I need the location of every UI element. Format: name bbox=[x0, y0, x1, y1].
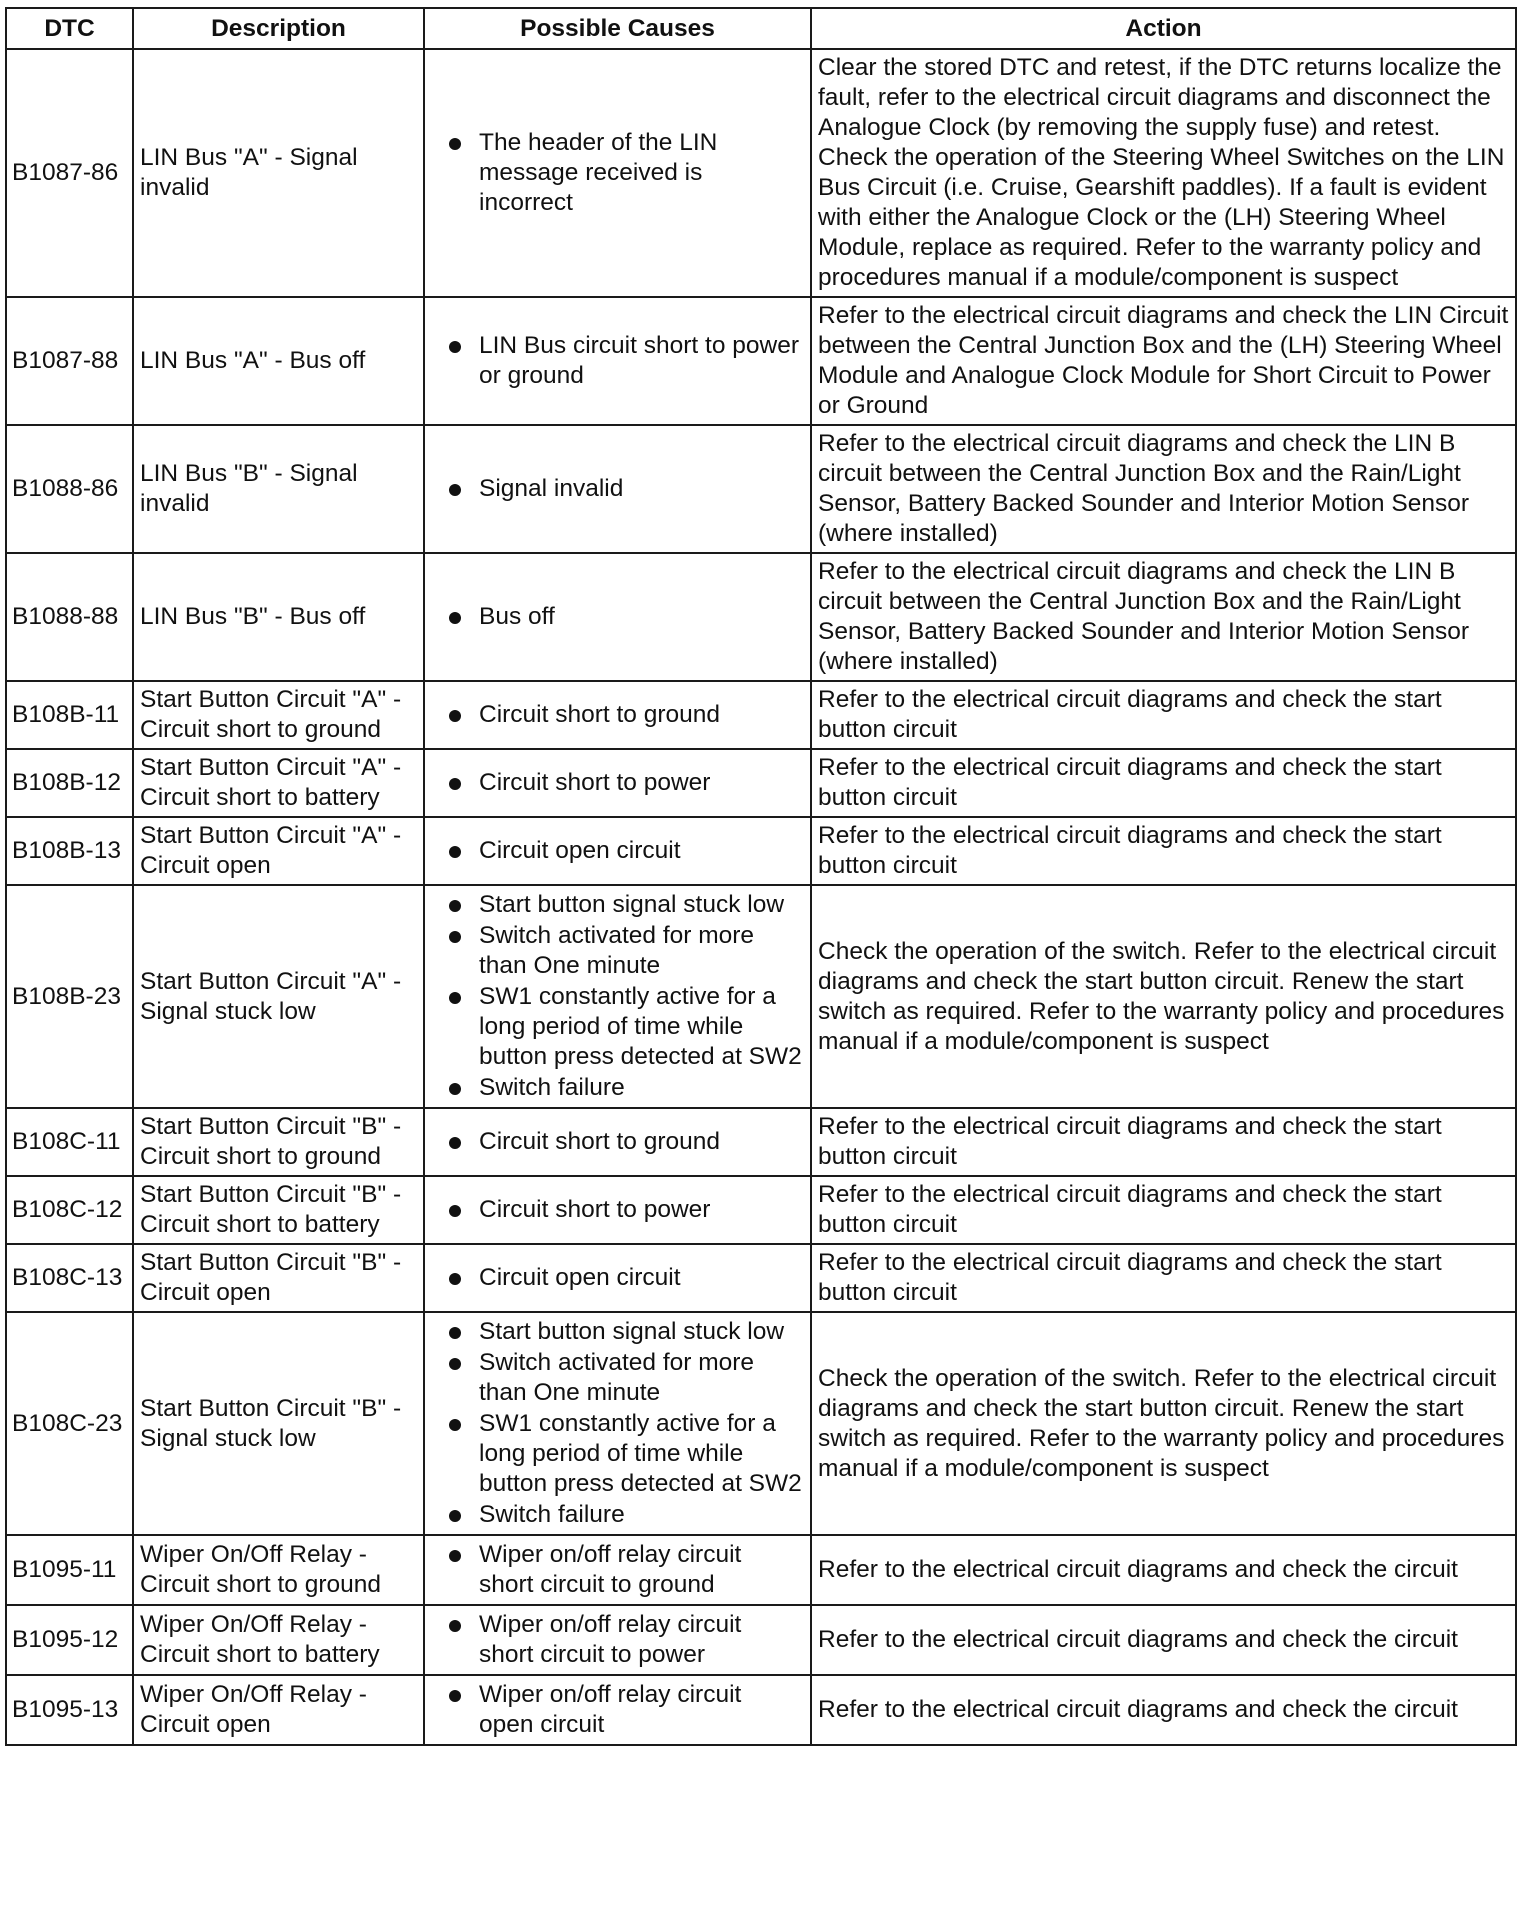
cause-item bbox=[447, 1317, 802, 1347]
bullet-icon bbox=[449, 900, 461, 912]
action-text: Refer to the electrical circuit diagrams and check the LIN B circuit between the Central Junction Box and the Rain/Light Sensor, Battery Backed Sounder and Interior Motion Sensor (where installed) bbox=[811, 425, 1516, 553]
bullet-icon bbox=[449, 1690, 461, 1702]
dtc-code: B108C-23 bbox=[6, 1312, 133, 1535]
possible-causes-cell bbox=[424, 885, 811, 1108]
cause-item bbox=[447, 1195, 802, 1225]
cause-list bbox=[447, 836, 802, 866]
dtc-description: LIN Bus "A" - Bus off bbox=[133, 297, 424, 425]
dtc-description: Start Button Circuit "A" - Signal stuck low bbox=[133, 885, 424, 1108]
bullet-icon bbox=[449, 1510, 461, 1522]
action-text: Refer to the electrical circuit diagrams and check the start button circuit bbox=[811, 681, 1516, 749]
bullet-icon bbox=[449, 138, 461, 150]
cause-text: Start button signal stuck low bbox=[479, 1318, 785, 1345]
cause-text: Wiper on/off relay circuit open circuit bbox=[479, 1681, 742, 1738]
table-row bbox=[6, 1244, 1516, 1312]
cause-item bbox=[447, 1500, 802, 1530]
table-row bbox=[6, 681, 1516, 749]
bullet-icon bbox=[449, 1205, 461, 1217]
cause-list bbox=[447, 602, 802, 632]
dtc-description: LIN Bus "B" - Bus off bbox=[133, 553, 424, 681]
dtc-description: Start Button Circuit "B" - Circuit short to ground bbox=[133, 1108, 424, 1176]
bullet-icon bbox=[449, 992, 461, 1004]
dtc-code: B1095-11 bbox=[6, 1535, 133, 1605]
action-text: Refer to the electrical circuit diagrams and check the start button circuit bbox=[811, 1244, 1516, 1312]
bullet-icon bbox=[449, 341, 461, 353]
cause-item bbox=[447, 700, 802, 730]
dtc-code: B108B-11 bbox=[6, 681, 133, 749]
bullet-icon bbox=[449, 1419, 461, 1431]
table-row bbox=[6, 885, 1516, 1108]
possible-causes-cell bbox=[424, 1675, 811, 1745]
action-text: Refer to the electrical circuit diagrams and check the circuit bbox=[811, 1535, 1516, 1605]
dtc-description: LIN Bus "A" - Signal invalid bbox=[133, 49, 424, 297]
bullet-icon bbox=[449, 1327, 461, 1339]
cause-text: Switch failure bbox=[479, 1074, 625, 1101]
table-row bbox=[6, 553, 1516, 681]
action-text: Refer to the electrical circuit diagrams and check the circuit bbox=[811, 1605, 1516, 1675]
cause-text: Start button signal stuck low bbox=[479, 891, 785, 918]
cause-item bbox=[447, 1348, 802, 1408]
cause-text: Switch failure bbox=[479, 1501, 625, 1528]
cause-list bbox=[447, 474, 802, 504]
cause-item bbox=[447, 128, 802, 218]
dtc-code: B1088-86 bbox=[6, 425, 133, 553]
cause-text: Switch activated for more than One minute bbox=[479, 1349, 755, 1406]
dtc-description: Start Button Circuit "B" - Signal stuck low bbox=[133, 1312, 424, 1535]
dtc-description: Wiper On/Off Relay - Circuit open bbox=[133, 1675, 424, 1745]
cause-item bbox=[447, 768, 802, 798]
table-row bbox=[6, 817, 1516, 885]
dtc-table-container bbox=[5, 7, 1515, 1746]
dtc-code: B108B-13 bbox=[6, 817, 133, 885]
dtc-code: B1095-13 bbox=[6, 1675, 133, 1745]
cause-list bbox=[447, 1263, 802, 1293]
action-text: Refer to the electrical circuit diagrams and check the LIN B circuit between the Central Junction Box and the Rain/Light Sensor, Battery Backed Sounder and Interior Motion Sensor (where installed) bbox=[811, 553, 1516, 681]
dtc-code: B108C-13 bbox=[6, 1244, 133, 1312]
cause-text: Circuit short to power bbox=[479, 1196, 711, 1223]
possible-causes-cell bbox=[424, 681, 811, 749]
bullet-icon bbox=[449, 846, 461, 858]
possible-causes-cell bbox=[424, 553, 811, 681]
table-row bbox=[6, 1312, 1516, 1535]
cause-list bbox=[447, 890, 802, 1103]
dtc-description: Start Button Circuit "A" - Circuit short to battery bbox=[133, 749, 424, 817]
dtc-table bbox=[5, 7, 1517, 1746]
action-text: Refer to the electrical circuit diagrams and check the start button circuit bbox=[811, 817, 1516, 885]
cause-item bbox=[447, 1680, 802, 1740]
possible-causes-cell bbox=[424, 425, 811, 553]
action-text: Clear the stored DTC and retest, if the DTC returns localize the fault, refer to the electrical circuit diagrams and disconnect the Analogue Clock (by removing the supply fuse) and retest. Check the operation of the Steering Wheel Switches on the LIN Bus Circuit (i.e. Cruise, Gearshift paddles). If a fault is evident with either the Analogue Clock or the (LH) Steering Wheel Module, replace as required. Refer to the warranty policy and procedures manual if a module/component is suspect bbox=[811, 49, 1516, 297]
possible-causes-cell bbox=[424, 1312, 811, 1535]
cause-item bbox=[447, 602, 802, 632]
dtc-code: B108B-12 bbox=[6, 749, 133, 817]
possible-causes-cell bbox=[424, 1244, 811, 1312]
cause-list bbox=[447, 1317, 802, 1530]
dtc-code: B108C-11 bbox=[6, 1108, 133, 1176]
cause-list bbox=[447, 1540, 802, 1600]
bullet-icon bbox=[449, 1083, 461, 1095]
cause-text: Wiper on/off relay circuit short circuit to power bbox=[479, 1611, 742, 1668]
dtc-code: B1087-86 bbox=[6, 49, 133, 297]
cause-text: Circuit open circuit bbox=[479, 1264, 681, 1291]
cause-item bbox=[447, 474, 802, 504]
dtc-description: Wiper On/Off Relay - Circuit short to battery bbox=[133, 1605, 424, 1675]
action-text: Refer to the electrical circuit diagrams and check the start button circuit bbox=[811, 1176, 1516, 1244]
dtc-code: B1095-12 bbox=[6, 1605, 133, 1675]
dtc-description: Start Button Circuit "B" - Circuit short to battery bbox=[133, 1176, 424, 1244]
possible-causes-cell bbox=[424, 1535, 811, 1605]
table-row bbox=[6, 1605, 1516, 1675]
header-row bbox=[6, 8, 1516, 49]
cause-item bbox=[447, 1610, 802, 1670]
possible-causes-cell bbox=[424, 1108, 811, 1176]
cause-item bbox=[447, 836, 802, 866]
possible-causes-cell bbox=[424, 749, 811, 817]
dtc-description: Start Button Circuit "A" - Circuit short to ground bbox=[133, 681, 424, 749]
bullet-icon bbox=[449, 1273, 461, 1285]
cause-text: Circuit short to power bbox=[479, 769, 711, 796]
bullet-icon bbox=[449, 931, 461, 943]
table-row bbox=[6, 49, 1516, 297]
header-action: Action bbox=[811, 8, 1516, 49]
table-row bbox=[6, 297, 1516, 425]
cause-text: The header of the LIN message received is incorrect bbox=[479, 129, 718, 216]
table-body bbox=[6, 49, 1516, 1745]
table-row bbox=[6, 1535, 1516, 1605]
cause-list bbox=[447, 1680, 802, 1740]
dtc-code: B108C-12 bbox=[6, 1176, 133, 1244]
dtc-code: B1088-88 bbox=[6, 553, 133, 681]
cause-text: Switch activated for more than One minute bbox=[479, 922, 755, 979]
cause-text: Wiper on/off relay circuit short circuit to ground bbox=[479, 1541, 742, 1598]
table-row bbox=[6, 749, 1516, 817]
action-text: Refer to the electrical circuit diagrams and check the start button circuit bbox=[811, 749, 1516, 817]
action-text: Check the operation of the switch. Refer to the electrical circuit diagrams and check the start button circuit. Renew the start switch as required. Refer to the warranty policy and procedures manual if a module/component is suspect bbox=[811, 885, 1516, 1108]
bullet-icon bbox=[449, 1137, 461, 1149]
cause-text: SW1 constantly active for a long period of time while button press detected at SW2 bbox=[479, 983, 802, 1070]
bullet-icon bbox=[449, 778, 461, 790]
cause-text: LIN Bus circuit short to power or ground bbox=[479, 332, 799, 389]
cause-item bbox=[447, 1073, 802, 1103]
cause-text: Bus off bbox=[479, 603, 555, 630]
possible-causes-cell bbox=[424, 49, 811, 297]
bullet-icon bbox=[449, 1550, 461, 1562]
bullet-icon bbox=[449, 1620, 461, 1632]
action-text: Check the operation of the switch. Refer to the electrical circuit diagrams and check the start button circuit. Renew the start switch as required. Refer to the warranty policy and procedures manual if a module/component is suspect bbox=[811, 1312, 1516, 1535]
bullet-icon bbox=[449, 612, 461, 624]
cause-list bbox=[447, 700, 802, 730]
cause-list bbox=[447, 1610, 802, 1670]
possible-causes-cell bbox=[424, 1605, 811, 1675]
possible-causes-cell bbox=[424, 297, 811, 425]
cause-list bbox=[447, 331, 802, 391]
action-text: Refer to the electrical circuit diagrams and check the start button circuit bbox=[811, 1108, 1516, 1176]
cause-item bbox=[447, 1540, 802, 1600]
table-row bbox=[6, 1675, 1516, 1745]
cause-text: Circuit short to ground bbox=[479, 1128, 721, 1155]
dtc-description: Start Button Circuit "A" - Circuit open bbox=[133, 817, 424, 885]
dtc-code: B108B-23 bbox=[6, 885, 133, 1108]
cause-text: Circuit open circuit bbox=[479, 837, 681, 864]
cause-item bbox=[447, 890, 802, 920]
cause-item bbox=[447, 1409, 802, 1499]
dtc-code: B1087-88 bbox=[6, 297, 133, 425]
possible-causes-cell bbox=[424, 817, 811, 885]
cause-list bbox=[447, 768, 802, 798]
header-dtc: DTC bbox=[6, 8, 133, 49]
cause-item bbox=[447, 1263, 802, 1293]
action-text: Refer to the electrical circuit diagrams and check the LIN Circuit between the Central Junction Box and the (LH) Steering Wheel Module and Analogue Clock Module for Short Circuit to Power or Ground bbox=[811, 297, 1516, 425]
cause-list bbox=[447, 128, 802, 218]
dtc-description: LIN Bus "B" - Signal invalid bbox=[133, 425, 424, 553]
table-row bbox=[6, 1108, 1516, 1176]
cause-item bbox=[447, 921, 802, 981]
table-row bbox=[6, 425, 1516, 553]
bullet-icon bbox=[449, 484, 461, 496]
possible-causes-cell bbox=[424, 1176, 811, 1244]
cause-item bbox=[447, 1127, 802, 1157]
cause-item bbox=[447, 982, 802, 1072]
cause-text: Signal invalid bbox=[479, 475, 624, 502]
action-text: Refer to the electrical circuit diagrams and check the circuit bbox=[811, 1675, 1516, 1745]
cause-list bbox=[447, 1195, 802, 1225]
table-row bbox=[6, 1176, 1516, 1244]
bullet-icon bbox=[449, 1358, 461, 1370]
bullet-icon bbox=[449, 710, 461, 722]
dtc-description: Wiper On/Off Relay - Circuit short to ground bbox=[133, 1535, 424, 1605]
cause-list bbox=[447, 1127, 802, 1157]
header-description: Description bbox=[133, 8, 424, 49]
header-causes: Possible Causes bbox=[424, 8, 811, 49]
dtc-description: Start Button Circuit "B" - Circuit open bbox=[133, 1244, 424, 1312]
cause-item bbox=[447, 331, 802, 391]
cause-text: SW1 constantly active for a long period of time while button press detected at SW2 bbox=[479, 1410, 802, 1497]
cause-text: Circuit short to ground bbox=[479, 701, 721, 728]
